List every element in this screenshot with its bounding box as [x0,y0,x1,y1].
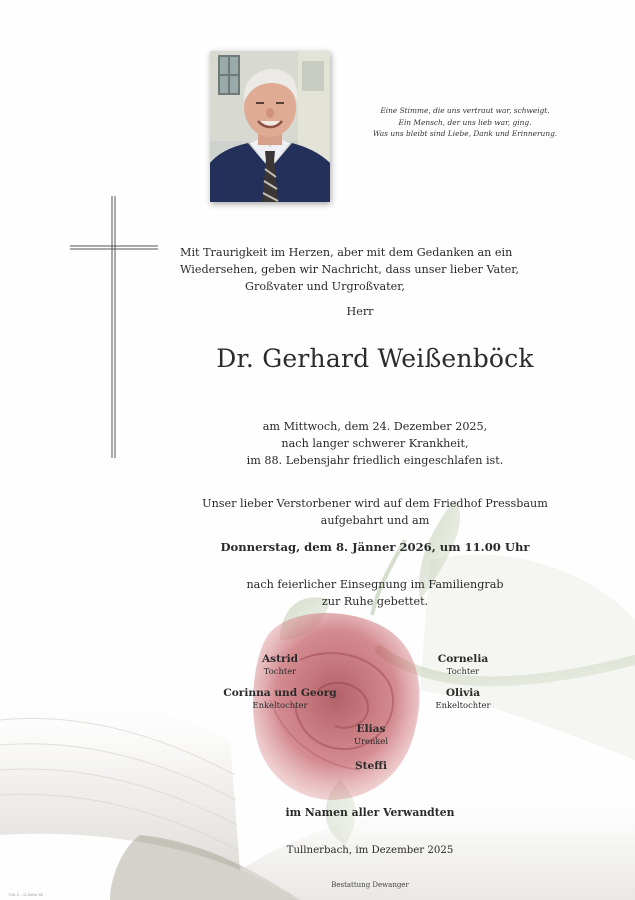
mourner-name: Elias [356,723,386,735]
cross-icon [70,196,160,458]
mourner [205,652,355,677]
undertaker-name: Bestattung Dewanger [331,881,409,889]
burial-line: nach feierlicher Einsegnung im Familiengrab [246,578,504,591]
relatives-line: im Namen aller Verwandten [285,806,455,819]
death-details [210,418,540,469]
burial-line: zur Ruhe gebettet. [321,595,429,608]
mourner-relation: Tochter [446,666,480,676]
mourner-relation: Tochter [263,666,297,676]
mourner-name: Olivia [445,687,481,699]
mourner-name: Cornelia [437,653,489,665]
death-line: nach langer schwerer Krankheit, [281,437,469,450]
place-and-date: Tullnerbach, im Dezember 2025 [286,845,454,856]
mourner [388,686,538,711]
portrait-photo [210,51,330,202]
deceased-name: Dr. Gerhard Weißenböck [216,344,534,373]
salutation: Herr [346,305,374,318]
mourner-relation: Enkeltochter [435,700,491,710]
funeral-details [190,495,560,529]
funeral-date: Donnerstag, dem 8. Jänner 2026, um 11.00 Uhr [220,540,530,554]
death-line: am Mittwoch, dem 24. Dezember 2025, [262,420,488,433]
funeral-line: aufgebahrt und am [320,514,430,527]
announcement-intro [180,244,519,296]
funeral-line: Unser lieber Verstorbener wird auf dem Friedhof Pressbaum [202,497,548,510]
mourner-name: Corinna und Georg [223,687,337,699]
memorial-quote [340,105,590,140]
mourner-name: Steffi [354,760,387,772]
burial-details [190,576,560,610]
quote-line: Eine Stimme, die uns vertraut war, schweigt. [380,106,550,115]
corner-print-mark: T-Nr.3 – D-Seite 80 [8,892,44,897]
intro-line: Mit Traurigkeit im Herzen, aber mit dem Gedanken an ein [180,246,513,259]
quote-line: Was uns bleibt sind Liebe, Dank und Erinnerung. [372,129,558,138]
intro-line: Wiedersehen, geben wir Nachricht, dass unser lieber Vater, [180,263,519,277]
death-line: im 88. Lebensjahr friedlich eingeschlafen ist. [246,454,504,467]
mourner [388,652,538,677]
mourner-name: Astrid [261,653,299,665]
mourner [205,686,355,711]
mourner-relation: Urenkel [353,736,389,746]
mourner [296,722,446,747]
quote-line: Ein Mensch, der uns lieb war, ging. [398,117,532,127]
intro-line: Großvater und Urgroßvater, [245,280,405,294]
mourner-relation: Enkeltochter [252,700,308,710]
mourner [296,759,446,773]
